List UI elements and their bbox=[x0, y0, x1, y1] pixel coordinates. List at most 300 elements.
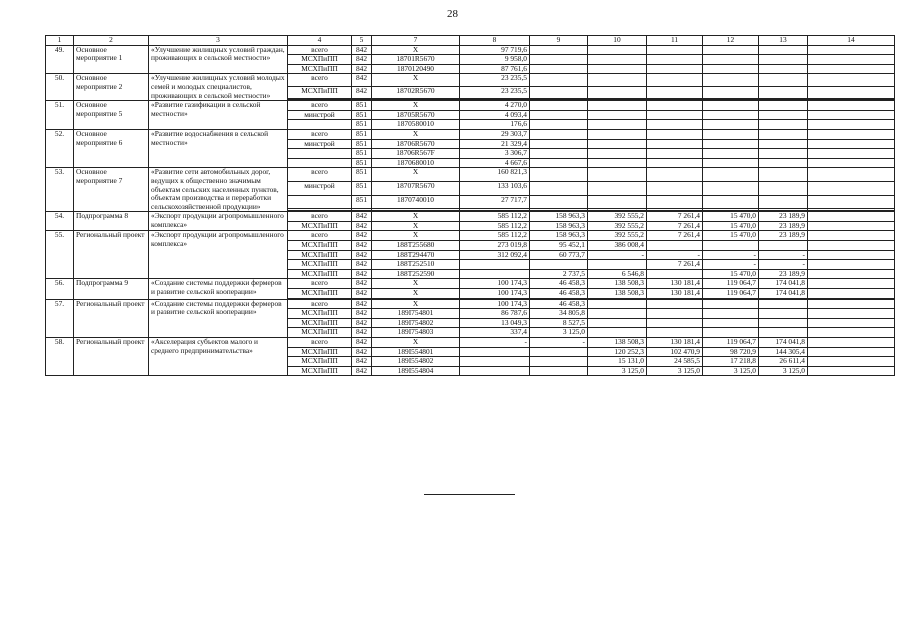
table-cell: 27 717,7 bbox=[460, 195, 530, 209]
table-cell bbox=[703, 74, 759, 86]
table-cell: 842 bbox=[352, 86, 372, 98]
table-cell bbox=[647, 182, 703, 196]
table-cell: 13 049,3 bbox=[460, 318, 530, 328]
table-cell: 842 bbox=[352, 279, 372, 289]
row-number: 50. bbox=[46, 74, 74, 101]
table-cell: 6 546,8 bbox=[588, 269, 647, 279]
table-cell: МСХПиПП bbox=[288, 250, 352, 260]
table-cell: 842 bbox=[352, 64, 372, 74]
table-cell bbox=[647, 45, 703, 55]
table-cell: 585 112,2 bbox=[460, 221, 530, 231]
table-cell bbox=[759, 241, 808, 251]
table-cell bbox=[460, 357, 530, 367]
table-cell: 842 bbox=[352, 318, 372, 328]
program-description: «Создание системы поддержки фермеров и развитие сельской кооперации» bbox=[149, 299, 288, 337]
program-name: Основное мероприятие 6 bbox=[74, 129, 149, 167]
table-cell bbox=[647, 195, 703, 209]
table-cell: 842 bbox=[352, 289, 372, 299]
table-cell: 119 064,7 bbox=[703, 289, 759, 299]
table-cell bbox=[808, 101, 895, 111]
table-cell: всего bbox=[288, 231, 352, 241]
table-cell bbox=[530, 366, 588, 376]
table-cell bbox=[808, 55, 895, 65]
table-cell: Х bbox=[372, 212, 460, 222]
table-cell: 60 773,7 bbox=[530, 250, 588, 260]
column-header: 13 bbox=[759, 36, 808, 46]
table-cell bbox=[703, 110, 759, 120]
column-header: 1 bbox=[46, 36, 74, 46]
table-row bbox=[46, 129, 895, 139]
table-cell: 842 bbox=[352, 212, 372, 222]
table-cell: всего bbox=[288, 45, 352, 55]
budget-table bbox=[45, 35, 895, 376]
table-cell: Х bbox=[372, 101, 460, 111]
program-name: Основное мероприятие 2 bbox=[74, 74, 149, 101]
table-cell: 3 125,0 bbox=[588, 366, 647, 376]
program-description: «Создание системы поддержки фермеров и развитие сельской кооперации» bbox=[149, 279, 288, 299]
table-cell: 842 bbox=[352, 45, 372, 55]
table-cell bbox=[588, 309, 647, 319]
table-cell: 158 963,3 bbox=[530, 212, 588, 222]
table-cell: 1870120490 bbox=[372, 64, 460, 74]
table-cell bbox=[530, 120, 588, 130]
table-cell: 4 270,0 bbox=[460, 101, 530, 111]
table-cell: 851 bbox=[352, 139, 372, 149]
program-name: Основное мероприятие 5 bbox=[74, 101, 149, 130]
table-cell bbox=[647, 158, 703, 168]
table-cell: 24 585,5 bbox=[647, 357, 703, 367]
table-cell: 842 bbox=[352, 250, 372, 260]
table-cell: 15 470,0 bbox=[703, 221, 759, 231]
table-cell: 851 bbox=[352, 129, 372, 139]
table-cell bbox=[647, 129, 703, 139]
program-description: «Улучшение жилищных условий молодых семей и молодых специалистов, проживающих в сельской местности» bbox=[149, 74, 288, 101]
table-cell bbox=[703, 55, 759, 65]
table-cell: 4 667,6 bbox=[460, 158, 530, 168]
table-cell: - bbox=[647, 250, 703, 260]
table-cell bbox=[588, 64, 647, 74]
table-cell: всего bbox=[288, 299, 352, 309]
column-header: 2 bbox=[74, 36, 149, 46]
table-cell: 3 125,0 bbox=[703, 366, 759, 376]
table-cell: 119 064,7 bbox=[703, 279, 759, 289]
table-cell bbox=[588, 195, 647, 209]
table-cell: 18706R567F bbox=[372, 149, 460, 159]
table-cell bbox=[647, 55, 703, 65]
table-cell: Х bbox=[372, 279, 460, 289]
table-cell: всего bbox=[288, 338, 352, 348]
table-cell bbox=[530, 64, 588, 74]
program-description: «Развитие водоснабжения в сельской местности» bbox=[149, 129, 288, 167]
table-cell: 189I554801 bbox=[372, 347, 460, 357]
table-cell: 842 bbox=[352, 241, 372, 251]
table-cell bbox=[759, 149, 808, 159]
row-number: 53. bbox=[46, 168, 74, 212]
table-cell bbox=[703, 120, 759, 130]
table-cell bbox=[808, 260, 895, 270]
table-cell bbox=[460, 269, 530, 279]
table-cell: 158 963,3 bbox=[530, 231, 588, 241]
table-cell: Х bbox=[372, 338, 460, 348]
row-number: 54. bbox=[46, 212, 74, 231]
table-cell: МСХПиПП bbox=[288, 289, 352, 299]
table-cell: 7 261,4 bbox=[647, 212, 703, 222]
table-cell: 23 189,9 bbox=[759, 269, 808, 279]
table-cell: 119 064,7 bbox=[703, 338, 759, 348]
table-cell: 87 761,6 bbox=[460, 64, 530, 74]
table-cell: 3 306,7 bbox=[460, 149, 530, 159]
row-number: 56. bbox=[46, 279, 74, 299]
table-cell: - bbox=[759, 250, 808, 260]
table-cell bbox=[759, 120, 808, 130]
table-cell: 312 092,4 bbox=[460, 250, 530, 260]
table-cell bbox=[703, 318, 759, 328]
table-cell bbox=[588, 149, 647, 159]
table-cell: всего bbox=[288, 212, 352, 222]
table-cell bbox=[647, 168, 703, 182]
table-cell: 386 008,4 bbox=[588, 241, 647, 251]
table-cell bbox=[808, 110, 895, 120]
table-cell: 130 181,4 bbox=[647, 289, 703, 299]
table-cell bbox=[460, 366, 530, 376]
table-cell bbox=[588, 74, 647, 86]
table-cell: 18707R5670 bbox=[372, 182, 460, 196]
column-header: 12 bbox=[703, 36, 759, 46]
table-cell: 1870740010 bbox=[372, 195, 460, 209]
table-cell bbox=[808, 120, 895, 130]
table-cell bbox=[703, 328, 759, 338]
table-row bbox=[46, 338, 895, 348]
table-cell bbox=[808, 129, 895, 139]
table-cell: 130 181,4 bbox=[647, 338, 703, 348]
table-cell bbox=[647, 269, 703, 279]
column-header: 5 bbox=[352, 36, 372, 46]
table-cell bbox=[808, 168, 895, 182]
table-cell bbox=[808, 269, 895, 279]
table-cell bbox=[647, 309, 703, 319]
table-cell: 17 218,8 bbox=[703, 357, 759, 367]
table-cell bbox=[647, 139, 703, 149]
table-cell: 15 131,0 bbox=[588, 357, 647, 367]
table-cell: 46 458,3 bbox=[530, 289, 588, 299]
table-cell: 3 125,0 bbox=[647, 366, 703, 376]
table-cell bbox=[703, 86, 759, 98]
table-cell: 842 bbox=[352, 347, 372, 357]
table-cell bbox=[647, 101, 703, 111]
table-cell: 851 bbox=[352, 158, 372, 168]
table-cell bbox=[647, 241, 703, 251]
table-cell: 842 bbox=[352, 260, 372, 270]
table-cell: 189I754801 bbox=[372, 309, 460, 319]
column-header: 8 bbox=[460, 36, 530, 46]
table-cell: 842 bbox=[352, 221, 372, 231]
table-cell bbox=[588, 86, 647, 98]
table-cell: 23 189,9 bbox=[759, 212, 808, 222]
table-cell: МСХПиПП bbox=[288, 269, 352, 279]
table-cell: 337,4 bbox=[460, 328, 530, 338]
table-cell: 29 303,7 bbox=[460, 129, 530, 139]
table-cell: 97 719,6 bbox=[460, 45, 530, 55]
table-cell bbox=[588, 101, 647, 111]
column-header: 9 bbox=[530, 36, 588, 46]
table-cell: 842 bbox=[352, 366, 372, 376]
table-cell bbox=[530, 158, 588, 168]
table-cell: 1870580010 bbox=[372, 120, 460, 130]
table-cell bbox=[759, 139, 808, 149]
table-cell bbox=[703, 309, 759, 319]
row-number: 51. bbox=[46, 101, 74, 130]
table-cell: Х bbox=[372, 289, 460, 299]
table-cell: 9 958,0 bbox=[460, 55, 530, 65]
table-cell: 23 189,9 bbox=[759, 231, 808, 241]
table-cell: 842 bbox=[352, 328, 372, 338]
table-cell: 138 508,3 bbox=[588, 289, 647, 299]
table-cell bbox=[530, 357, 588, 367]
table-cell bbox=[808, 182, 895, 196]
table-cell: 176,6 bbox=[460, 120, 530, 130]
page-number: 28 bbox=[447, 8, 458, 20]
table-cell: МСХПиПП bbox=[288, 64, 352, 74]
table-cell bbox=[759, 55, 808, 65]
table-cell: 174 041,8 bbox=[759, 289, 808, 299]
table-cell: 18706R5670 bbox=[372, 139, 460, 149]
table-cell: МСХПиПП bbox=[288, 347, 352, 357]
row-number: 55. bbox=[46, 231, 74, 279]
table-row bbox=[46, 231, 895, 241]
table-cell bbox=[759, 101, 808, 111]
column-header: 14 bbox=[808, 36, 895, 46]
table-cell: Х bbox=[372, 221, 460, 231]
table-cell bbox=[808, 347, 895, 357]
program-name: Региональный проект bbox=[74, 338, 149, 376]
table-row bbox=[46, 101, 895, 111]
table-cell: Х bbox=[372, 129, 460, 139]
table-cell bbox=[530, 129, 588, 139]
table-cell: 160 821,3 bbox=[460, 168, 530, 182]
table-cell: 102 470,9 bbox=[647, 347, 703, 357]
table-cell bbox=[808, 299, 895, 309]
column-header: 10 bbox=[588, 36, 647, 46]
table-cell bbox=[647, 64, 703, 74]
table-cell bbox=[808, 366, 895, 376]
table-cell bbox=[808, 357, 895, 367]
table-cell bbox=[647, 86, 703, 98]
table-cell: 144 305,4 bbox=[759, 347, 808, 357]
table-row bbox=[46, 279, 895, 289]
table-row bbox=[46, 299, 895, 309]
table-cell bbox=[808, 149, 895, 159]
table-cell bbox=[759, 299, 808, 309]
table-cell: 138 508,3 bbox=[588, 279, 647, 289]
table-cell: 851 bbox=[352, 120, 372, 130]
table-cell bbox=[530, 45, 588, 55]
table-cell bbox=[759, 86, 808, 98]
table-cell bbox=[808, 86, 895, 98]
program-description: «Улучшение жилищных условий граждан, проживающих в сельской местности» bbox=[149, 45, 288, 74]
table-cell bbox=[759, 318, 808, 328]
table-body bbox=[46, 45, 895, 376]
program-name: Подпрограмма 9 bbox=[74, 279, 149, 299]
program-name: Основное мероприятие 7 bbox=[74, 168, 149, 212]
table-cell bbox=[530, 195, 588, 209]
table-cell: всего bbox=[288, 101, 352, 111]
table-cell bbox=[588, 318, 647, 328]
table-cell: МСХПиПП bbox=[288, 260, 352, 270]
table-cell bbox=[808, 279, 895, 289]
table-cell: 188T294470 bbox=[372, 250, 460, 260]
table-cell: - bbox=[759, 260, 808, 270]
table-cell: 392 555,2 bbox=[588, 231, 647, 241]
table-cell bbox=[759, 168, 808, 182]
table-cell bbox=[647, 149, 703, 159]
table-cell: 100 174,3 bbox=[460, 299, 530, 309]
table-cell bbox=[288, 195, 352, 209]
table-cell bbox=[530, 86, 588, 98]
table-row bbox=[46, 212, 895, 222]
table-cell bbox=[759, 110, 808, 120]
table-cell bbox=[703, 168, 759, 182]
table-cell bbox=[808, 289, 895, 299]
table-cell: минстрой bbox=[288, 139, 352, 149]
table-cell: МСХПиПП bbox=[288, 241, 352, 251]
table-cell: 120 252,3 bbox=[588, 347, 647, 357]
table-cell bbox=[808, 318, 895, 328]
table-cell bbox=[588, 168, 647, 182]
table-cell: 98 720,9 bbox=[703, 347, 759, 357]
table-cell: Х bbox=[372, 299, 460, 309]
table-cell bbox=[703, 299, 759, 309]
table-cell: всего bbox=[288, 74, 352, 86]
table-cell bbox=[588, 182, 647, 196]
table-cell bbox=[703, 195, 759, 209]
table-cell: - bbox=[460, 338, 530, 348]
table-cell: 842 bbox=[352, 309, 372, 319]
table-cell: 189I554804 bbox=[372, 366, 460, 376]
table-cell: 23 189,9 bbox=[759, 221, 808, 231]
table-cell: 8 527,5 bbox=[530, 318, 588, 328]
table-cell bbox=[288, 149, 352, 159]
table-cell: 100 174,3 bbox=[460, 289, 530, 299]
table-cell: 46 458,3 bbox=[530, 299, 588, 309]
column-header: 11 bbox=[647, 36, 703, 46]
table-cell: МСХПиПП bbox=[288, 309, 352, 319]
table-cell: МСХПиПП bbox=[288, 221, 352, 231]
table-cell bbox=[808, 250, 895, 260]
table-cell: - bbox=[530, 338, 588, 348]
table-cell bbox=[530, 74, 588, 86]
table-cell bbox=[759, 64, 808, 74]
table-cell: 86 787,6 bbox=[460, 309, 530, 319]
row-number: 57. bbox=[46, 299, 74, 337]
table-cell: 34 805,8 bbox=[530, 309, 588, 319]
table-cell bbox=[808, 338, 895, 348]
table-cell: 174 041,8 bbox=[759, 338, 808, 348]
table-cell bbox=[759, 309, 808, 319]
table-cell: Х bbox=[372, 74, 460, 86]
table-cell: 26 611,4 bbox=[759, 357, 808, 367]
table-cell: 842 bbox=[352, 269, 372, 279]
table-cell: 95 452,1 bbox=[530, 241, 588, 251]
table-cell: 3 125,0 bbox=[759, 366, 808, 376]
table-cell bbox=[808, 231, 895, 241]
table-cell: 15 470,0 bbox=[703, 231, 759, 241]
column-header-row bbox=[46, 36, 895, 46]
table-cell bbox=[588, 158, 647, 168]
table-cell bbox=[703, 149, 759, 159]
table-cell bbox=[808, 158, 895, 168]
table-cell bbox=[759, 158, 808, 168]
table-cell: 174 041,8 bbox=[759, 279, 808, 289]
table-cell: Х bbox=[372, 168, 460, 182]
table-cell: 133 103,6 bbox=[460, 182, 530, 196]
table-cell: 189I554802 bbox=[372, 357, 460, 367]
table-cell bbox=[647, 318, 703, 328]
table-cell: 842 bbox=[352, 299, 372, 309]
table-cell bbox=[703, 182, 759, 196]
table-cell bbox=[808, 309, 895, 319]
table-cell: 18702R5670 bbox=[372, 86, 460, 98]
table-cell bbox=[808, 328, 895, 338]
table-cell bbox=[647, 328, 703, 338]
table-cell bbox=[530, 149, 588, 159]
table-cell bbox=[588, 328, 647, 338]
table-cell bbox=[530, 260, 588, 270]
table-cell: 1870680010 bbox=[372, 158, 460, 168]
table-cell: Х bbox=[372, 45, 460, 55]
table-cell: 189I754803 bbox=[372, 328, 460, 338]
table-cell: 18701R5670 bbox=[372, 55, 460, 65]
table-cell bbox=[808, 45, 895, 55]
table-cell: 851 bbox=[352, 110, 372, 120]
table-cell: 130 181,4 bbox=[647, 279, 703, 289]
table-cell bbox=[288, 158, 352, 168]
table-cell bbox=[759, 129, 808, 139]
table-cell bbox=[703, 45, 759, 55]
program-name: Основное мероприятие 1 bbox=[74, 45, 149, 74]
table-cell bbox=[647, 299, 703, 309]
program-description: «Развитие газификации в сельской местности» bbox=[149, 101, 288, 130]
table-cell: 273 019,8 bbox=[460, 241, 530, 251]
program-description: «Акселерация субъектов малого и среднего предпринимательства» bbox=[149, 338, 288, 376]
table-cell: 18705R5670 bbox=[372, 110, 460, 120]
table-cell: 3 125,0 bbox=[530, 328, 588, 338]
row-number: 52. bbox=[46, 129, 74, 167]
column-header: 4 bbox=[288, 36, 352, 46]
row-number: 58. bbox=[46, 338, 74, 376]
table-cell bbox=[588, 299, 647, 309]
table-cell: - bbox=[703, 250, 759, 260]
table-cell: 100 174,3 bbox=[460, 279, 530, 289]
table-cell bbox=[759, 182, 808, 196]
table-cell: 15 470,0 bbox=[703, 269, 759, 279]
table-cell bbox=[530, 168, 588, 182]
table-cell bbox=[808, 64, 895, 74]
table-cell bbox=[588, 45, 647, 55]
row-number: 49. bbox=[46, 45, 74, 74]
table-row bbox=[46, 74, 895, 86]
table-cell bbox=[759, 328, 808, 338]
program-description: «Развитие сети автомобильных дорог, ведущих к общественно значимым объектам сельских населенных пунктов, объектам производства и переработки сельскохозяйственной продукции» bbox=[149, 168, 288, 212]
table-cell: 851 bbox=[352, 149, 372, 159]
table-cell: 189I754802 bbox=[372, 318, 460, 328]
table-cell bbox=[808, 241, 895, 251]
table-cell bbox=[703, 101, 759, 111]
table-cell bbox=[530, 139, 588, 149]
table-cell: 188T252590 bbox=[372, 269, 460, 279]
table-cell bbox=[759, 74, 808, 86]
table-cell: 851 bbox=[352, 101, 372, 111]
table-cell bbox=[703, 64, 759, 74]
